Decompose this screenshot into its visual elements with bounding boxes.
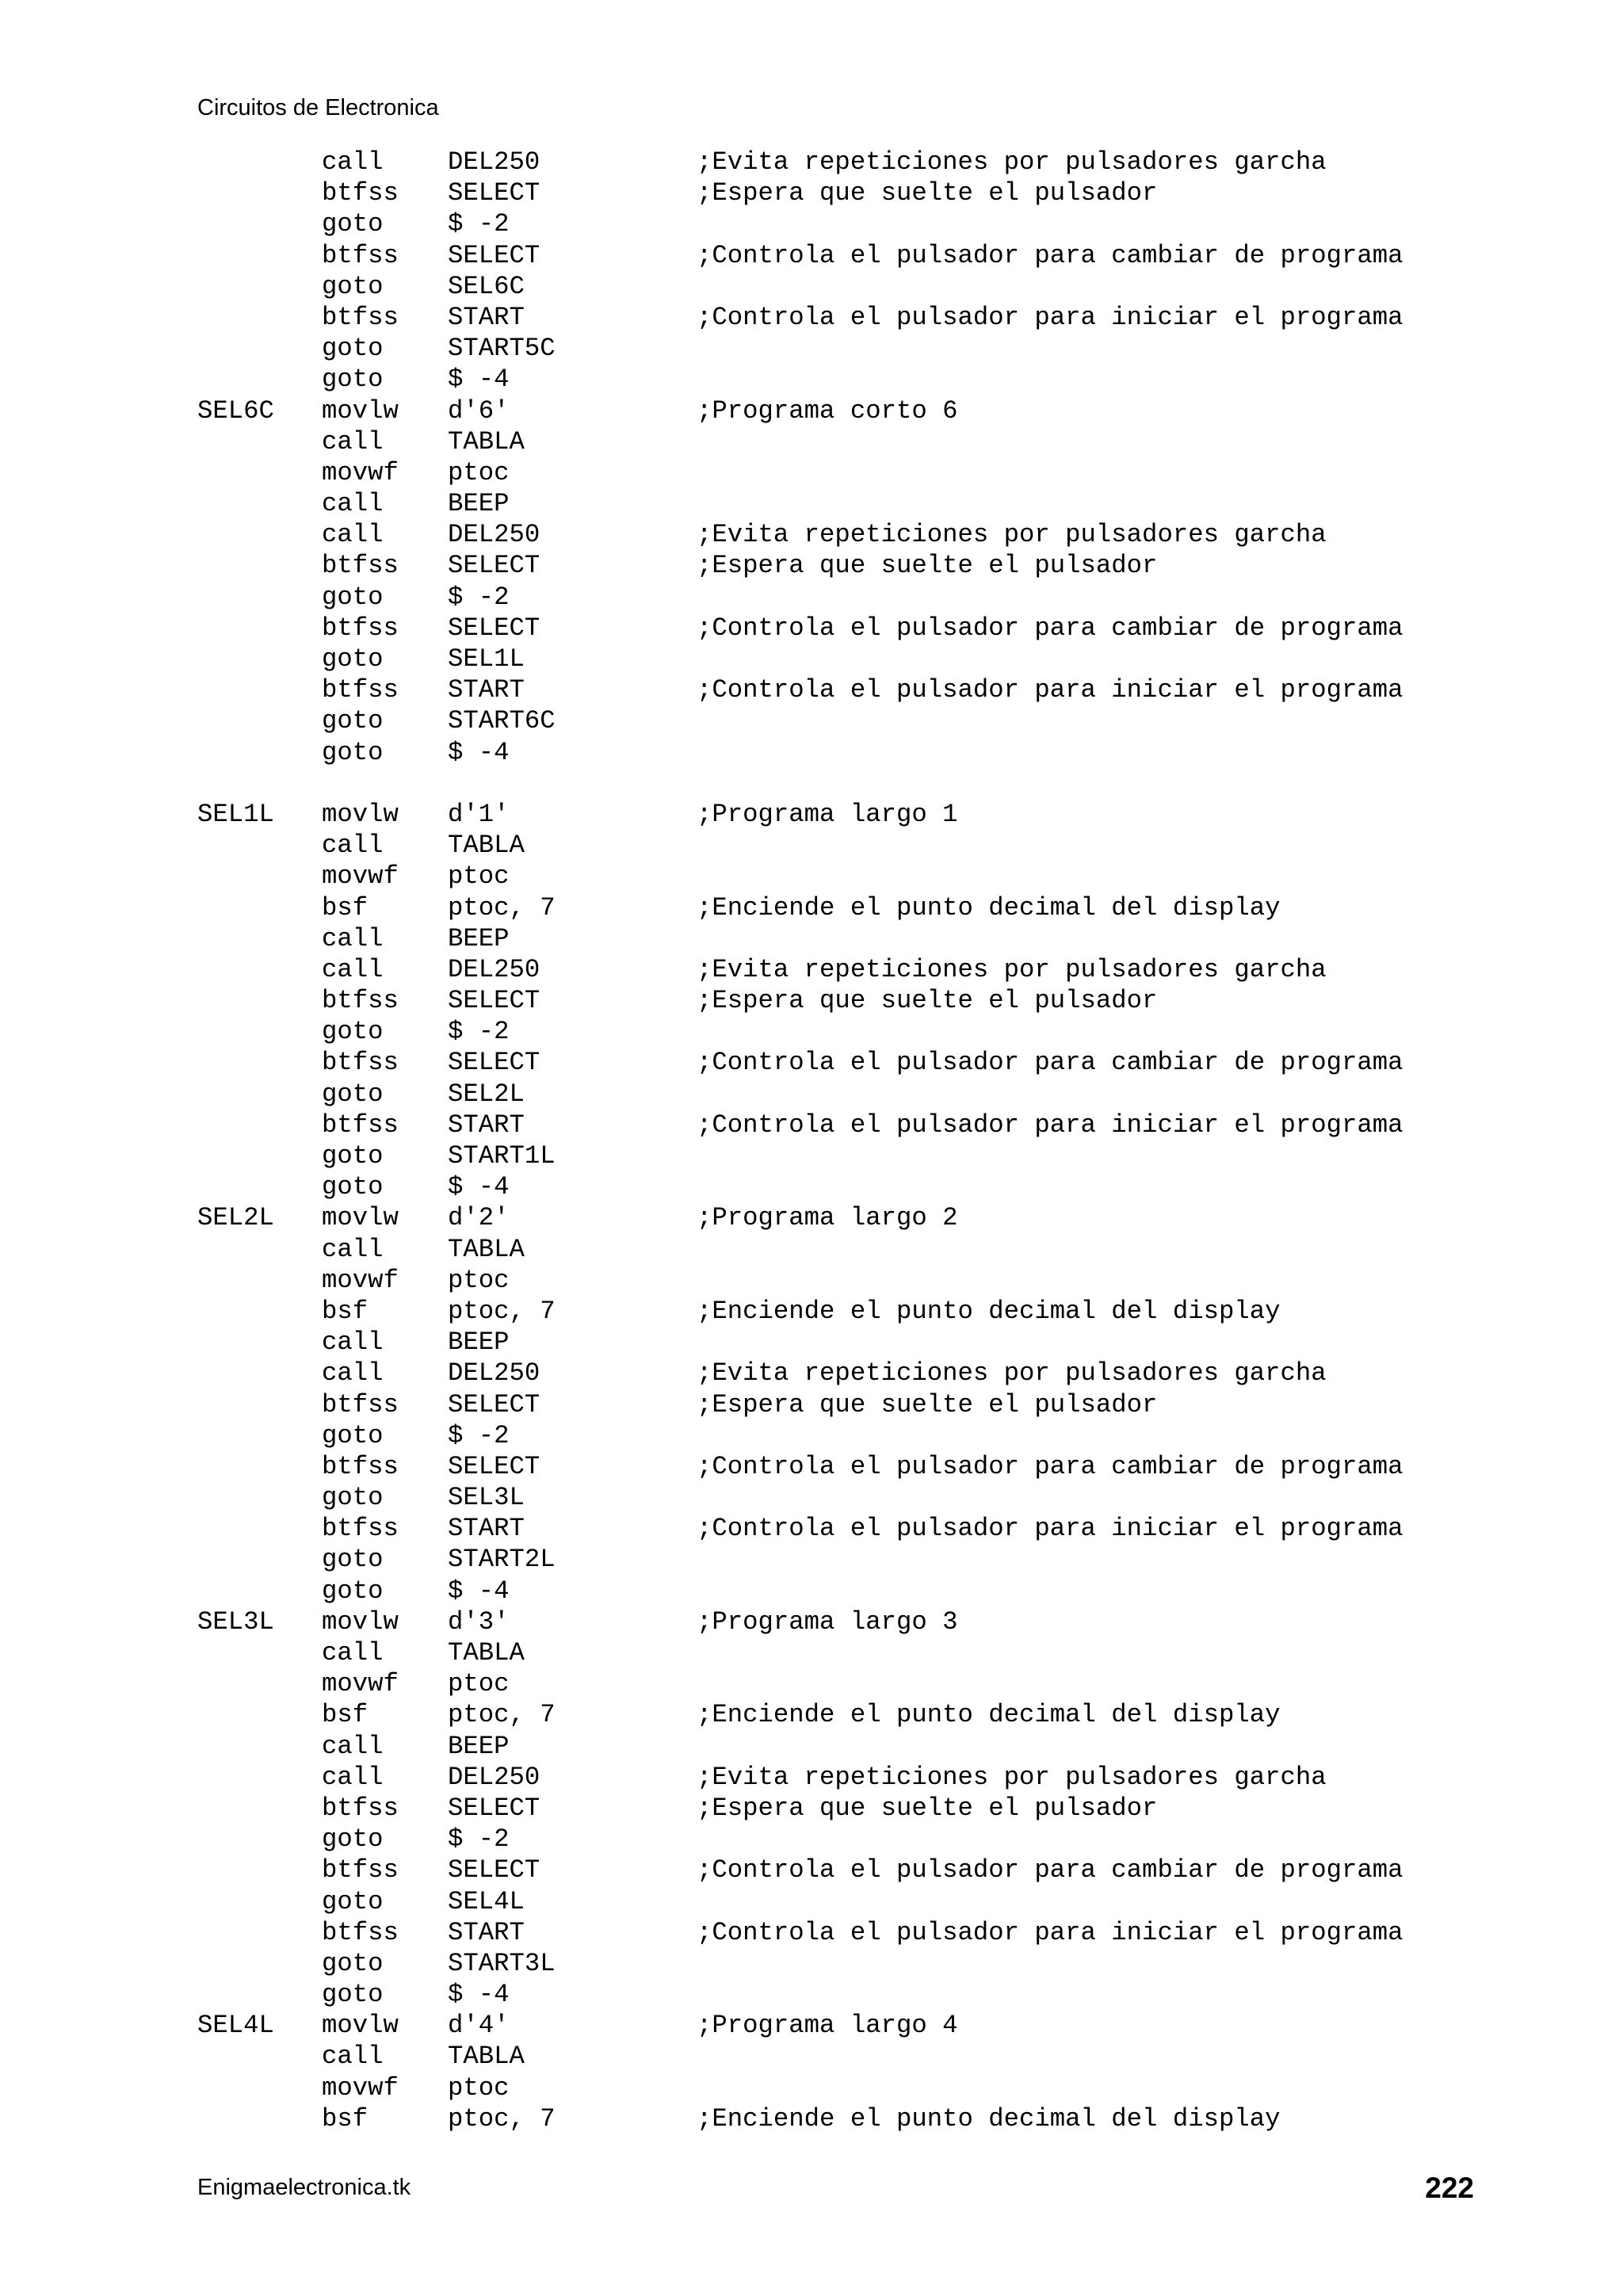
code-opcode: call (322, 1234, 384, 1264)
code-operand: START (448, 302, 525, 332)
code-operand: $ -2 (448, 209, 510, 239)
code-operand: d'3' (448, 1606, 510, 1637)
code-comment: ;Programa largo 4 (697, 2011, 958, 2041)
code-operand: START (448, 1110, 525, 1140)
code-opcode: btfss (322, 675, 399, 705)
code-operand: ptoc (448, 1669, 510, 1699)
code-opcode: goto (322, 1824, 384, 1855)
code-opcode: movlw (322, 799, 399, 829)
code-comment: ;Espera que suelte el pulsador (697, 551, 1158, 581)
code-comment: ;Evita repeticiones por pulsadores garcha (697, 1358, 1327, 1389)
code-operand: $ -4 (448, 1980, 510, 2010)
code-operand: SELECT (448, 1793, 540, 1823)
code-operand: START1L (448, 1141, 556, 1171)
code-comment: ;Evita repeticiones por pulsadores garcha (697, 954, 1327, 984)
code-operand: SELECT (448, 986, 540, 1016)
code-operand: ptoc (448, 457, 510, 487)
code-opcode: btfss (322, 1855, 399, 1885)
code-label: SEL1L (197, 799, 274, 829)
code-opcode: call (322, 954, 384, 984)
code-opcode: bsf (322, 1700, 369, 1730)
code-operand: SELECT (448, 240, 540, 270)
code-operand: DEL250 (448, 1762, 540, 1792)
code-opcode: btfss (322, 1110, 399, 1140)
code-opcode: bsf (322, 2103, 369, 2134)
code-opcode: btfss (322, 1793, 399, 1823)
code-opcode: movwf (322, 1265, 399, 1295)
code-operand: SEL1L (448, 644, 525, 674)
code-operand: START6C (448, 706, 556, 736)
code-operand: SELECT (448, 1855, 540, 1885)
code-comment: ;Controla el pulsador para iniciar el programa (697, 1110, 1403, 1140)
code-operand: BEEP (448, 923, 510, 953)
code-operand: SEL3L (448, 1483, 525, 1513)
code-operand: $ -4 (448, 1576, 510, 1606)
code-opcode: movlw (322, 1606, 399, 1637)
code-operand: $ -2 (448, 582, 510, 612)
code-operand: ptoc (448, 1265, 510, 1295)
code-opcode: btfss (322, 613, 399, 643)
code-opcode: btfss (322, 551, 399, 581)
code-operand: TABLA (448, 1638, 525, 1668)
code-operand: START (448, 1514, 525, 1544)
code-opcode: btfss (322, 1514, 399, 1544)
code-opcode: call (322, 147, 384, 177)
code-opcode: btfss (322, 240, 399, 270)
code-operand: DEL250 (448, 520, 540, 550)
code-comment: ;Controla el pulsador para cambiar de programa (697, 1451, 1403, 1481)
code-opcode: btfss (322, 1451, 399, 1481)
code-comment: ;Controla el pulsador para cambiar de programa (697, 1048, 1403, 1078)
code-comment: ;Enciende el punto decimal del display (697, 1296, 1281, 1326)
code-comment: ;Enciende el punto decimal del display (697, 2103, 1281, 2134)
code-opcode: bsf (322, 892, 369, 923)
code-opcode: call (322, 426, 384, 457)
code-comment: ;Controla el pulsador para iniciar el programa (697, 1917, 1403, 1947)
code-opcode: call (322, 1762, 384, 1792)
code-opcode: goto (322, 706, 384, 736)
code-opcode: goto (322, 1420, 384, 1450)
code-comment: ;Controla el pulsador para iniciar el programa (697, 302, 1403, 332)
code-opcode: call (322, 1328, 384, 1358)
code-opcode: call (322, 2042, 384, 2072)
code-operand: SEL4L (448, 1886, 525, 1916)
code-opcode: movwf (322, 1669, 399, 1699)
code-operand: d'1' (448, 799, 510, 829)
code-operand: DEL250 (448, 1358, 540, 1389)
code-operand: d'2' (448, 1203, 510, 1233)
code-opcode: movlw (322, 395, 399, 426)
footer-site-name: Enigmaelectronica.tk (197, 2175, 411, 2200)
code-operand: SEL6C (448, 271, 525, 301)
code-operand: SELECT (448, 613, 540, 643)
code-comment: ;Espera que suelte el pulsador (697, 986, 1158, 1016)
code-opcode: goto (322, 365, 384, 395)
code-operand: SELECT (448, 1451, 540, 1481)
code-opcode: goto (322, 1545, 384, 1575)
code-operand: DEL250 (448, 954, 540, 984)
code-comment: ;Evita repeticiones por pulsadores garcha (697, 147, 1327, 177)
code-operand: BEEP (448, 489, 510, 519)
code-comment: ;Programa corto 6 (697, 395, 958, 426)
code-operand: ptoc, 7 (448, 1296, 556, 1326)
code-comment: ;Espera que suelte el pulsador (697, 1793, 1158, 1823)
code-opcode: call (322, 1638, 384, 1668)
code-opcode: goto (322, 582, 384, 612)
code-operand: START5C (448, 334, 556, 364)
code-opcode: btfss (322, 1389, 399, 1419)
code-opcode: movwf (322, 2073, 399, 2103)
code-opcode: call (322, 923, 384, 953)
code-comment: ;Espera que suelte el pulsador (697, 178, 1158, 208)
code-opcode: goto (322, 1576, 384, 1606)
code-operand: START (448, 1917, 525, 1947)
code-opcode: goto (322, 737, 384, 767)
code-operand: $ -4 (448, 737, 510, 767)
code-operand: TABLA (448, 1234, 525, 1264)
code-opcode: goto (322, 1141, 384, 1171)
code-opcode: goto (322, 644, 384, 674)
code-operand: TABLA (448, 2042, 525, 2072)
code-opcode: bsf (322, 1296, 369, 1326)
code-operand: $ -4 (448, 365, 510, 395)
code-opcode: movwf (322, 861, 399, 892)
code-operand: ptoc (448, 861, 510, 892)
code-opcode: goto (322, 1017, 384, 1047)
code-operand: SELECT (448, 551, 540, 581)
code-comment: ;Evita repeticiones por pulsadores garcha (697, 520, 1327, 550)
code-operand: BEEP (448, 1328, 510, 1358)
code-label: SEL3L (197, 1606, 274, 1637)
code-operand: START2L (448, 1545, 556, 1575)
code-operand: BEEP (448, 1731, 510, 1761)
code-opcode: movwf (322, 457, 399, 487)
footer-page-number: 222 (1425, 2172, 1474, 2204)
code-comment: ;Programa largo 3 (697, 1606, 958, 1637)
code-opcode: goto (322, 334, 384, 364)
code-opcode: call (322, 831, 384, 861)
code-opcode: movlw (322, 2011, 399, 2041)
code-opcode: goto (322, 209, 384, 239)
code-opcode: goto (322, 271, 384, 301)
code-opcode: goto (322, 1172, 384, 1202)
code-opcode: call (322, 1731, 384, 1761)
code-opcode: call (322, 489, 384, 519)
code-operand: TABLA (448, 831, 525, 861)
code-operand: SELECT (448, 1389, 540, 1419)
code-comment: ;Evita repeticiones por pulsadores garcha (697, 1762, 1327, 1792)
code-operand: DEL250 (448, 147, 540, 177)
code-comment: ;Enciende el punto decimal del display (697, 1700, 1281, 1730)
code-label: SEL6C (197, 395, 274, 426)
code-operand: ptoc, 7 (448, 2103, 556, 2134)
code-operand: ptoc, 7 (448, 892, 556, 923)
code-opcode: goto (322, 1948, 384, 1978)
code-operand: d'6' (448, 395, 510, 426)
code-opcode: goto (322, 1483, 384, 1513)
code-label: SEL4L (197, 2011, 274, 2041)
code-operand: $ -2 (448, 1420, 510, 1450)
code-operand: ptoc (448, 2073, 510, 2103)
code-opcode: btfss (322, 1917, 399, 1947)
code-operand: $ -2 (448, 1017, 510, 1047)
page-header-title: Circuitos de Electronica (197, 95, 439, 120)
code-opcode: btfss (322, 302, 399, 332)
code-operand: START3L (448, 1948, 556, 1978)
code-comment: ;Espera que suelte el pulsador (697, 1389, 1158, 1419)
code-opcode: btfss (322, 986, 399, 1016)
code-comment: ;Programa largo 2 (697, 1203, 958, 1233)
code-opcode: goto (322, 1886, 384, 1916)
code-comment: ;Controla el pulsador para cambiar de programa (697, 1855, 1403, 1885)
code-comment: ;Programa largo 1 (697, 799, 958, 829)
code-comment: ;Controla el pulsador para iniciar el programa (697, 675, 1403, 705)
code-comment: ;Controla el pulsador para cambiar de programa (697, 613, 1403, 643)
code-opcode: btfss (322, 1048, 399, 1078)
code-opcode: call (322, 1358, 384, 1389)
code-opcode: goto (322, 1980, 384, 2010)
code-operand: d'4' (448, 2011, 510, 2041)
code-opcode: call (322, 520, 384, 550)
code-operand: $ -4 (448, 1172, 510, 1202)
code-opcode: btfss (322, 178, 399, 208)
code-operand: SELECT (448, 178, 540, 208)
code-operand: START (448, 675, 525, 705)
code-operand: ptoc, 7 (448, 1700, 556, 1730)
code-opcode: movlw (322, 1203, 399, 1233)
code-operand: SELECT (448, 1048, 540, 1078)
code-operand: SEL2L (448, 1079, 525, 1109)
code-opcode: goto (322, 1079, 384, 1109)
code-comment: ;Enciende el punto decimal del display (697, 892, 1281, 923)
code-operand: $ -2 (448, 1824, 510, 1855)
code-comment: ;Controla el pulsador para iniciar el programa (697, 1514, 1403, 1544)
code-comment: ;Controla el pulsador para cambiar de programa (697, 240, 1403, 270)
code-operand: TABLA (448, 426, 525, 457)
code-label: SEL2L (197, 1203, 274, 1233)
